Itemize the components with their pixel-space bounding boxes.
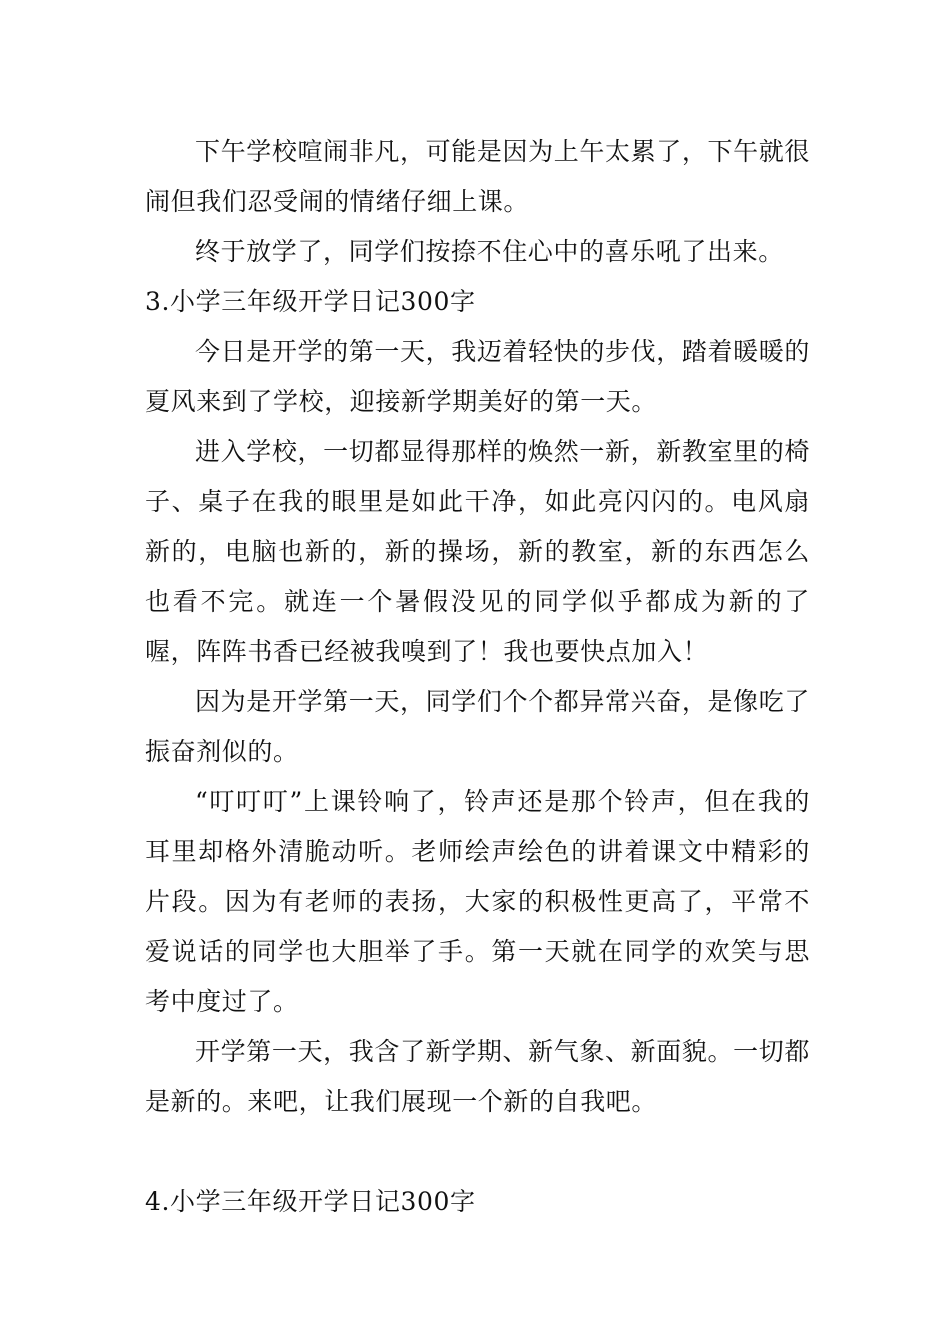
paragraph-afternoon: 下午学校喧闹非凡，可能是因为上午太累了，下午就很闹但我们忍受闹的情绪仔细上课。: [145, 137, 810, 216]
document-body: [145, 127, 810, 1227]
section-3-heading: 3.小学三年级开学日记300字: [145, 287, 476, 316]
blank-line: [145, 1127, 810, 1177]
section-3-paragraph-1: 今日是开学的第一天，我迈着轻快的步伐，踏着暖暖的夏风来到了学校，迎接新学期美好的第一天。: [145, 337, 810, 416]
paragraph-school-out: 终于放学了，同学们按捺不住心中的喜乐吼了出来。: [195, 237, 784, 266]
section-3-paragraph-3: 因为是开学第一天，同学们个个都异常兴奋，是像吃了振奋剂似的。: [145, 687, 810, 766]
section-3-paragraph-4: “叮叮叮”上课铃响了，铃声还是那个铃声，但在我的耳里却格外清脆动听。老师绘声绘色的讲着课文中精彩的片段。因为有老师的表扬，大家的积极性更高了，平常不爱说话的同学也大胆举了手。第一天就在同学的欢笑与思考中度过了。: [145, 787, 810, 1016]
section-4-heading: 4.小学三年级开学日记300字: [145, 1187, 476, 1216]
section-3-paragraph-5: 开学第一天，我含了新学期、新气象、新面貌。一切都是新的。来吧，让我们展现一个新的自我吧。: [145, 1037, 810, 1116]
section-3-paragraph-2: 进入学校，一切都显得那样的焕然一新，新教室里的椅子、桌子在我的眼里是如此干净，如此亮闪闪的。电风扇新的，电脑也新的，新的操场，新的教室，新的东西怎么也看不完。就连一个暑假没见的同学似乎都成为新的了喔，阵阵书香已经被我嗅到了！我也要快点加入！: [145, 437, 810, 666]
